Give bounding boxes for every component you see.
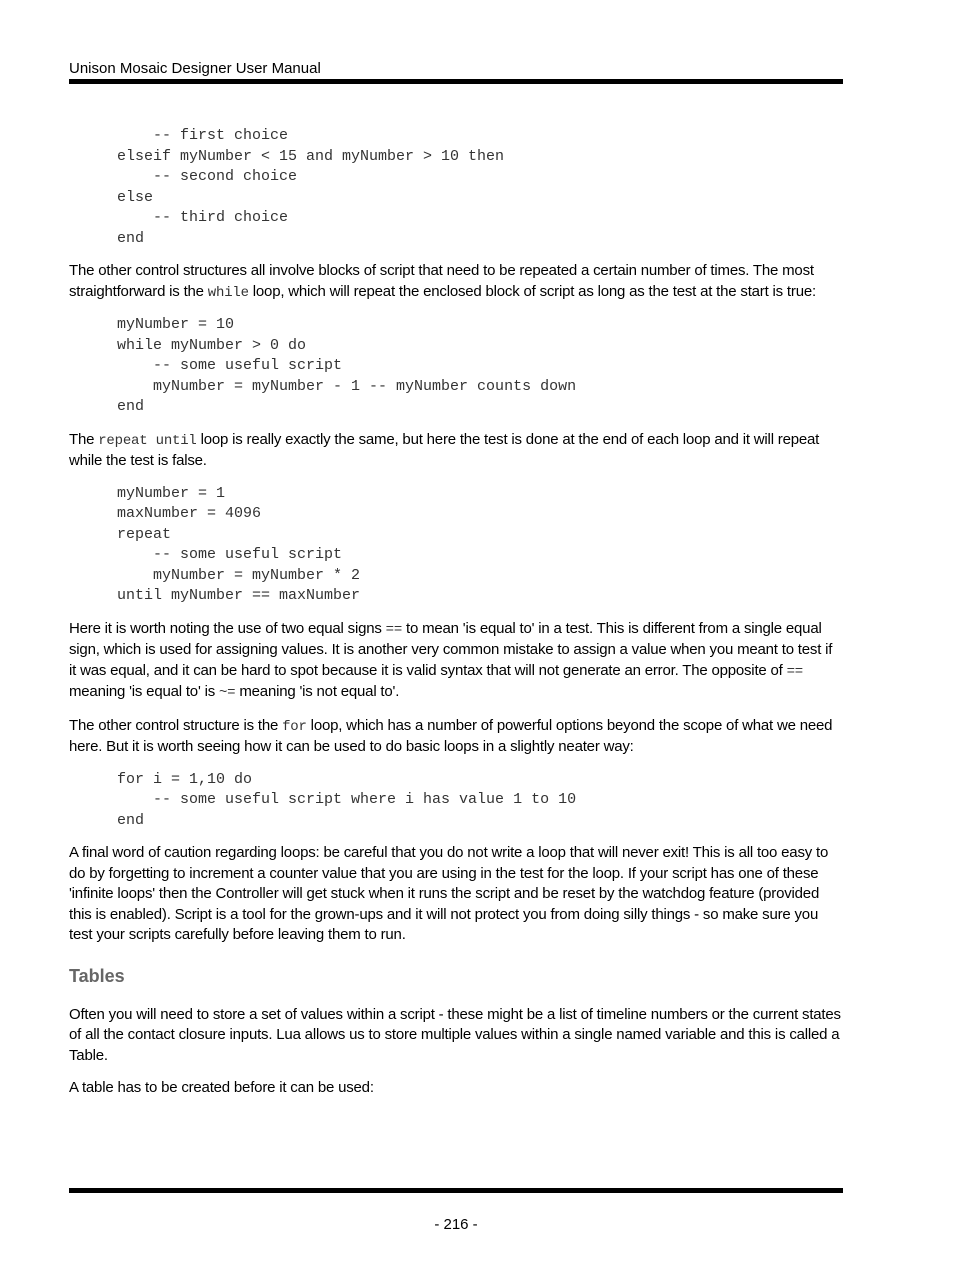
code-block-if: -- first choice elseif myNumber < 15 and myNumber > 10 then -- second choice else -- third choice end bbox=[117, 127, 505, 247]
text-run: to mean 'is equal to' in a test. This is different from a single equal sign, which is used for assigning values. It is another very common mistake to assign a value when you meant to test if it was equal, and it can be hard to spot because it is valid syntax that will not generate an error. The opposite of bbox=[69, 619, 833, 679]
text-run: meaning 'is equal to' is bbox=[69, 683, 219, 700]
text-run: Here it is worth noting the use of two equal signs bbox=[69, 619, 386, 637]
text-run: loop, which has a number of powerful options beyond the scope of what we need here. But it is worth seeing how it can be used to do basic loops in a slightly neater way: bbox=[69, 716, 833, 755]
text-run: The other control structures all involve blocks of script that need to be repeated a certain number of times. The most straightforward is the bbox=[69, 262, 814, 300]
inline-code-repeat-until: repeat until bbox=[98, 432, 197, 449]
inline-code-for: for bbox=[282, 718, 307, 735]
inline-code-while: while bbox=[207, 284, 249, 301]
running-header: Unison Mosaic Designer User Manual bbox=[69, 60, 321, 77]
paragraph-table-create: A table has to be created before it can be used: bbox=[69, 1079, 374, 1096]
text-run: The bbox=[69, 430, 99, 448]
page-number: - 216 - bbox=[434, 1216, 478, 1233]
inline-code-equals: == bbox=[385, 621, 403, 638]
paragraph-caution: A final word of caution regarding loops: be careful that you do not write a loop that will never exit! This is all too easy to do by forgetting to increment a counter value that you are using in the test for the loop. If your script has one of these 'infinite loops' then the Controller will get stuck when it runs the script and be reset by the watchdog feature (provided this is enabled). Script is a tool for the grown-ups and it will not protect you from doing silly things - so make sure you test your scripts carefully before leaving them to run. bbox=[69, 844, 829, 943]
code-block-while: myNumber = 10 while myNumber > 0 do -- some useful script myNumber = myNumber - 1 -- myNumber counts down end bbox=[117, 316, 577, 415]
text-run: loop is really exactly the same, but here the test is done at the end of each loop and it will repeat while the test is false. bbox=[69, 430, 820, 469]
paragraph-equal-signs bbox=[69, 619, 843, 704]
inline-code-not-equals: ~= bbox=[218, 685, 236, 701]
inline-code-equals: == bbox=[786, 663, 804, 680]
text-run: loop, which will repeat the enclosed block of script as long as the test at the start is true: bbox=[248, 282, 816, 300]
header-rule bbox=[69, 79, 843, 84]
paragraph-while-intro bbox=[69, 261, 843, 303]
code-block-repeat: myNumber = 1 maxNumber = 4096 repeat -- some useful script myNumber = myNumber * 2 until myNumber == maxNumber bbox=[117, 484, 361, 604]
code-block-for: for i = 1,10 do -- some useful script where i has value 1 to 10 end bbox=[117, 770, 577, 829]
paragraph-repeat-intro bbox=[69, 430, 843, 472]
section-heading-tables: Tables bbox=[69, 965, 125, 986]
page-body bbox=[69, 126, 843, 1111]
footer-rule bbox=[69, 1188, 843, 1193]
paragraph-for-intro bbox=[69, 716, 843, 758]
paragraph-tables-intro: Often you will need to store a set of values within a script - these might be a list of timeline numbers or the current states of all the contact closure inputs. Lua allows us to store multiple values within a single named variable and this is called a Table. bbox=[69, 1005, 841, 1064]
text-run: The other control structure is the bbox=[69, 716, 283, 734]
text-run: meaning 'is not equal to'. bbox=[235, 683, 400, 700]
